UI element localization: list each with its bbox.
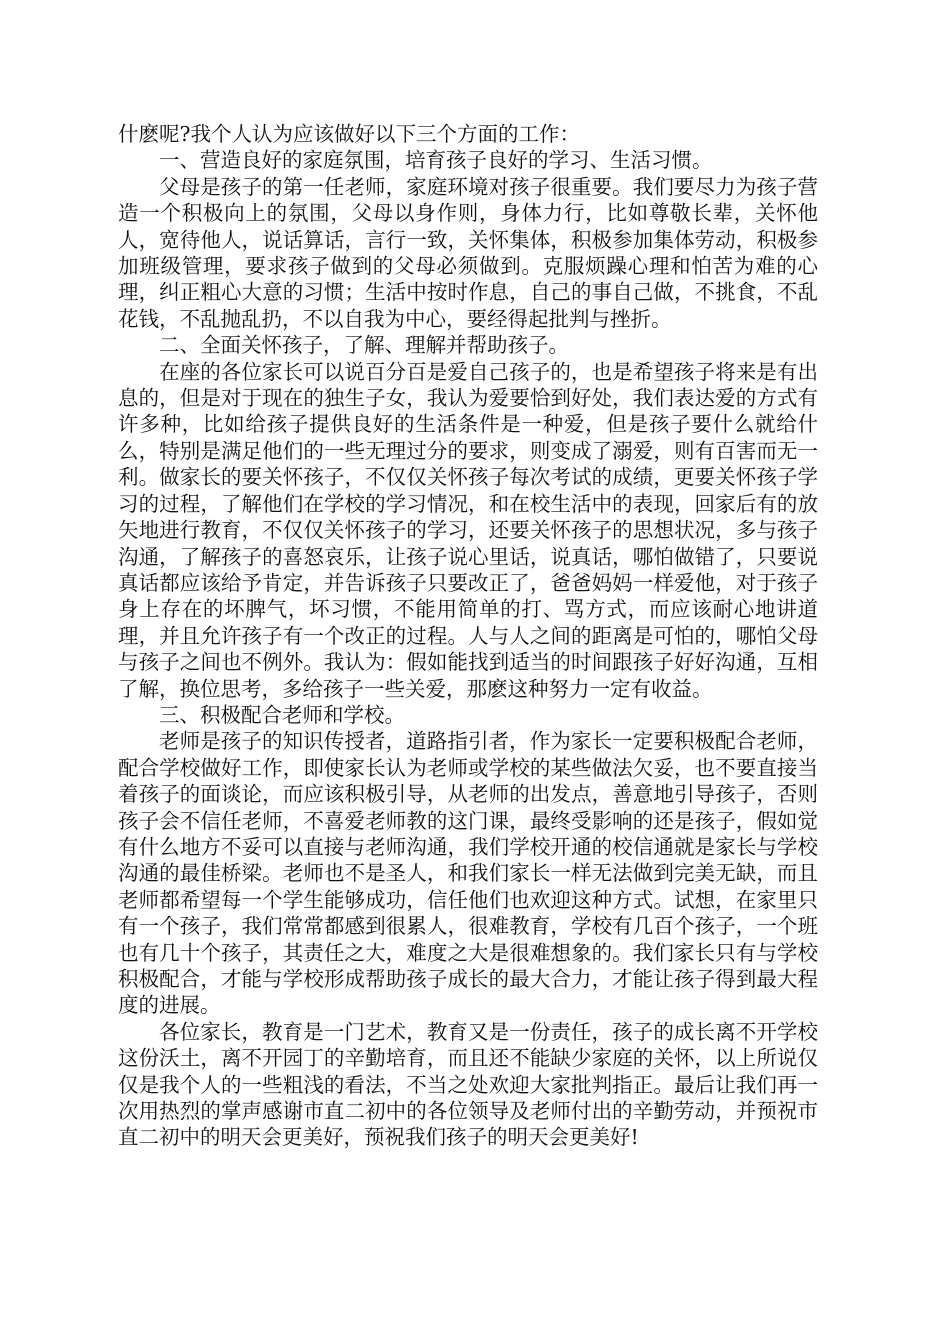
- heading-section-3: 三、积极配合老师和学校。: [159, 702, 405, 727]
- paragraph-section-2: 在座的各位家长可以说百分百是爱自己孩子的，也是希望孩子将来是有出息的，但是对于现在的独生子女，我认为爱要恰到好处，我们表达爱的方式有许多种，比如给孩子提供良好的生活条件是一种爱，但是孩子要什么就给什么，特别是满足他们的一些无理过分的要求，则变成了溺爱，则有百害而无一利。做家长的要关怀孩子，不仅仅关怀孩子每次考试的成绩，更要关怀孩子学习的过程，了解他们在学校的学习情况，和在校生活中的表现，回家后有的放矢地进行教育，不仅仅关怀孩子的学习，还要关怀孩子的思想状况，多与孩子沟通，了解孩子的喜怒哀乐，让孩子说心里话，说真话，哪怕做错了，只要说真话都应该给予肯定，并告诉孩子只要改正了，爸爸妈妈一样爱他，对于孩子身上存在的坏脾气，坏习惯，不能用简单的打、骂方式，而应该耐心地讲道理，并且允许孩子有一个改正的过程。人与人之间的距离是可怕的，哪怕父母与孩子之间也不例外。我认为：假如能找到适当的时间跟孩子好好沟通，互相了解，换位思考，多给孩子一些关爱，那麽这种努力一定有收益。: [118, 359, 818, 701]
- paragraph-section-1: 父母是孩子的第一任老师，家庭环境对孩子很重要。我们要尽力为孩子营造一个积极向上的氛围，父母以身作则，身体力行，比如尊敬长辈，关怀他人，宽待他人，说话算话，言行一致，关怀集体，积极参加集体劳动，积极参加班级管理，要求孩子做到的父母必须做到。克服烦躁心理和怕苦为难的心理，纠正粗心大意的习惯；生活中按时作息，自己的事自己做，不挑食，不乱花钱，不乱抛乱扔，不以自我为中心，要经得起批判与挫折。: [118, 174, 818, 331]
- heading-section-2: 二、全面关怀孩子，了解、理解并帮助孩子。: [159, 333, 569, 358]
- document-body: [118, 121, 818, 1151]
- paragraph-section-3: 老师是孩子的知识传授者，道路指引者，作为家长一定要积极配合老师，配合学校做好工作，即使家长认为老师或学校的某些做法欠妥，也不要直接当着孩子的面谈论，而应该积极引导，从老师的出发点，善意地引导孩子，否则孩子会不信任老师，不喜爱老师教的这门课，最终受影响的还是孩子，假如觉有什么地方不妥可以直接与老师沟通，我们学校开通的校信通就是家长与学校沟通的最佳桥梁。老师也不是圣人，和我们家长一样无法做到完美无缺，而且老师都希望每一个学生能够成功，信任他们也欢迎这种方式。试想，在家里只有一个孩子，我们常常都感到很累人，很难教育，学校有几百个孩子，一个班也有几十个孩子，其责任之大，难度之大是很难想象的。我们家长只有与学校积极配合，才能与学校形成帮助孩子成长的最大合力，才能让孩子得到最大程度的进展。: [118, 729, 818, 1018]
- paragraph-closing: 各位家长，教育是一门艺术，教育又是一份责任，孩子的成长离不开学校这份沃土，离不开园丁的辛勤培育，而且还不能缺少家庭的关怀，以上所说仅仅是我个人的一些粗浅的看法，不当之处欢迎大家批判指正。最后让我们再一次用热烈的掌声感谢市直二初中的各位领导及老师付出的辛勤劳动，并预祝市直二初中的明天会更美好，预祝我们孩子的明天会更美好!: [118, 1019, 818, 1150]
- paragraph-intro: 什麽呢?我个人认为应该做好以下三个方面的工作：: [118, 122, 580, 146]
- heading-section-1: 一、营造良好的家庭氛围，培育孩子良好的学习、生活习惯。: [159, 148, 713, 173]
